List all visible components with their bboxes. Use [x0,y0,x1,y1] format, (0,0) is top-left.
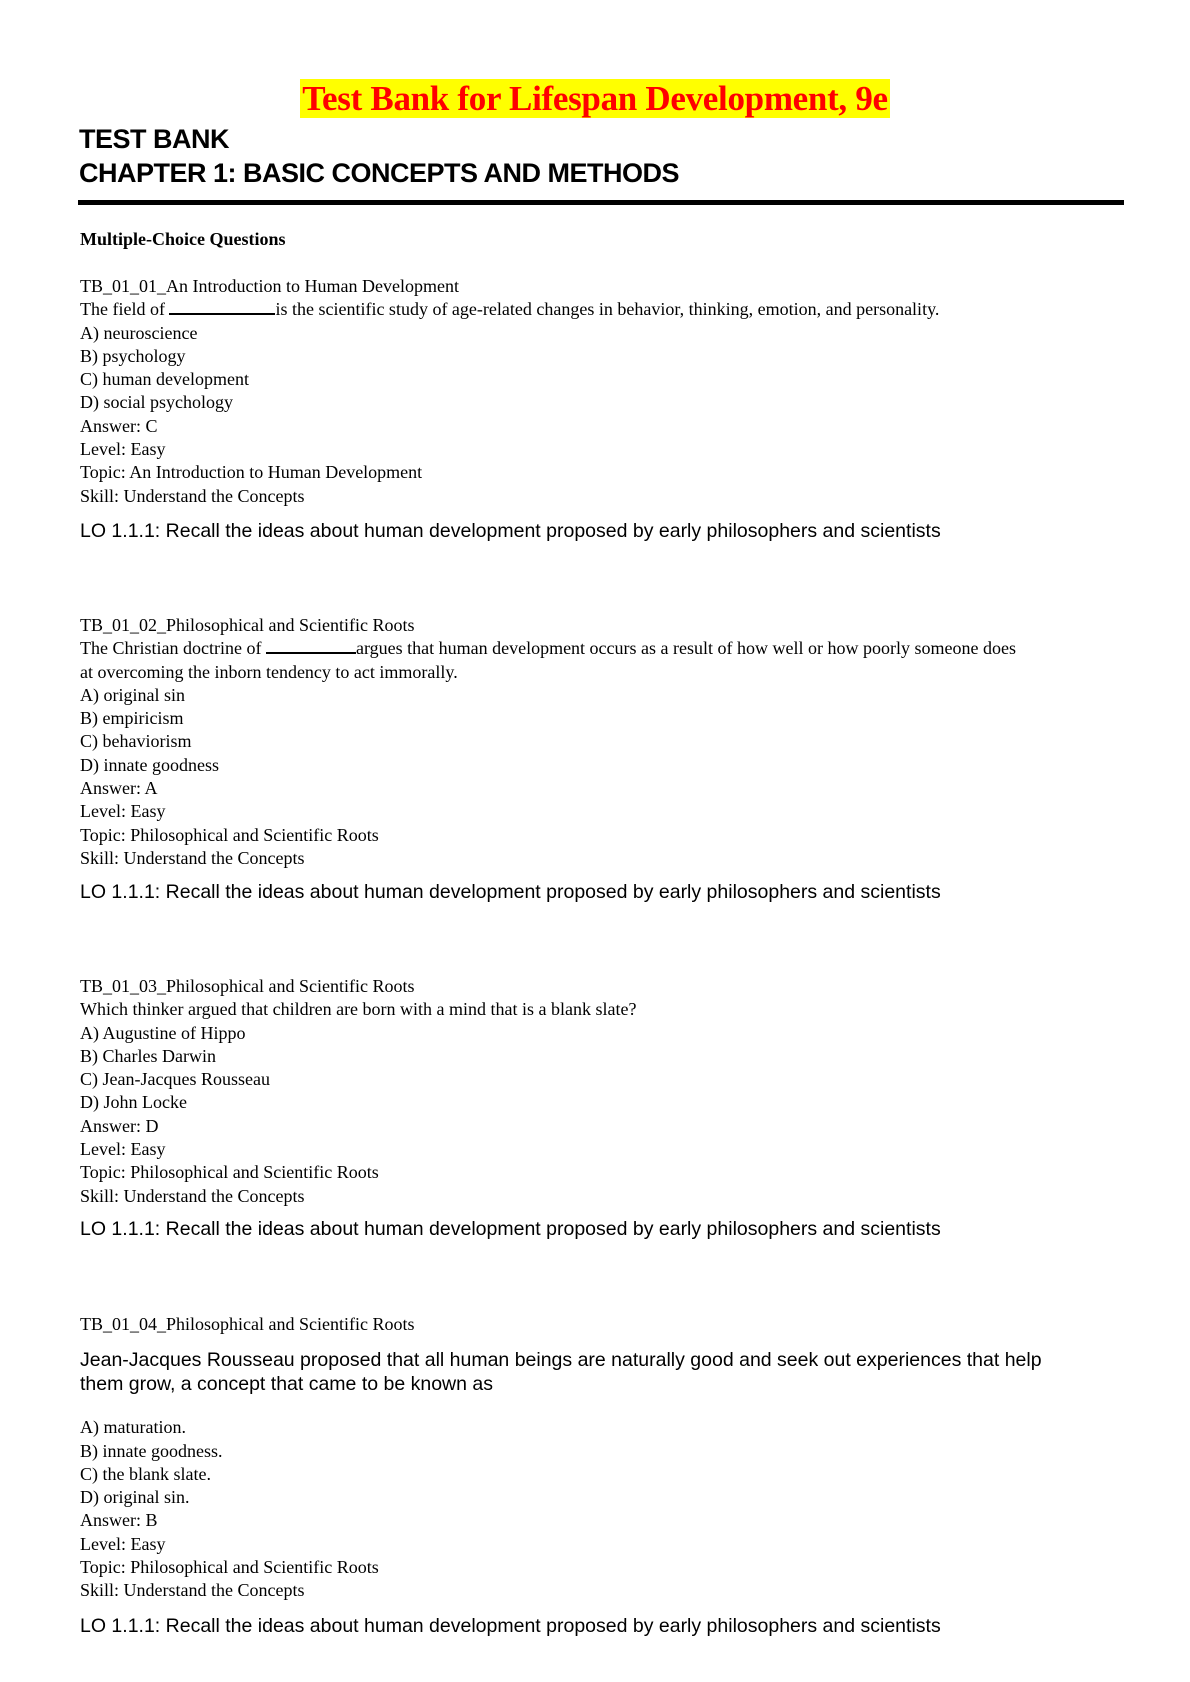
answer: Answer: C [80,415,158,436]
learning-objective: LO 1.1.1: Recall the ideas about human development proposed by early philosophers and scientists [80,1615,941,1637]
skill: Skill: Understand the Concepts [80,1580,305,1601]
level: Level: Easy [80,801,166,822]
blank [266,638,356,654]
option: B) empiricism [80,708,184,729]
option: A) maturation. [80,1417,186,1438]
option: D) innate goodness [80,754,219,775]
level: Level: Easy [80,1139,166,1160]
question-id: TB_01_04_Philosophical and Scientific Roots [80,1314,415,1334]
option: C) human development [80,369,249,390]
option: A) original sin [80,684,185,705]
level: Level: Easy [80,439,166,460]
option: D) John Locke [80,1092,187,1113]
option: C) the blank slate. [80,1463,211,1484]
learning-objective: LO 1.1.1: Recall the ideas about human development proposed by early philosophers and scientists [80,520,941,542]
question-2 [80,614,1120,870]
option: B) psychology [80,345,186,366]
question-stem: The field of is the scientific study of age-related changes in behavior, thinking, emotion, and personality. [80,299,940,320]
question-stem: Which thinker argued that children are born with a mind that is a blank slate? [80,999,637,1020]
answer: Answer: B [80,1510,158,1531]
option: C) Jean-Jacques Rousseau [80,1069,270,1090]
question-stem-continued: them grow, a concept that came to be known as [80,1373,493,1396]
option: A) neuroscience [80,322,198,343]
skill: Skill: Understand the Concepts [80,847,305,868]
question-stem: The Christian doctrine of argues that human development occurs as a result of how well or how poorly someone does [80,638,1016,659]
option: C) behaviorism [80,731,192,752]
option: B) innate goodness. [80,1440,223,1461]
question-id: TB_01_01_An Introduction to Human Development [80,276,459,296]
question-id: TB_01_03_Philosophical and Scientific Roots [80,976,415,996]
skill: Skill: Understand the Concepts [80,485,305,506]
level: Level: Easy [80,1533,166,1554]
learning-objective: LO 1.1.1: Recall the ideas about human development proposed by early philosophers and scientists [80,1218,941,1240]
question-stem: Jean-Jacques Rousseau proposed that all human beings are naturally good and seek out experiences that help [80,1349,1042,1372]
section-heading: Multiple-Choice Questions [80,229,286,249]
heading-test-bank: TEST BANK [79,124,229,154]
answer: Answer: D [80,1115,159,1136]
topic: Topic: Philosophical and Scientific Roots [80,1557,379,1578]
skill: Skill: Understand the Concepts [80,1185,305,1206]
topic: Topic: Philosophical and Scientific Roots [80,1162,379,1183]
question-stem-continued: at overcoming the inborn tendency to act immorally. [80,661,458,682]
answer: Answer: A [80,778,158,799]
topic: Topic: An Introduction to Human Development [80,462,423,483]
option: D) social psychology [80,392,233,413]
divider [78,200,1124,205]
question-4 [80,1313,1120,1603]
blank [169,299,275,315]
question-id: TB_01_02_Philosophical and Scientific Roots [80,615,415,635]
option: D) original sin. [80,1487,190,1508]
document-title: Test Bank for Lifespan Development, 9e [302,79,888,118]
option: A) Augustine of Hippo [80,1022,246,1043]
chapter-heading: CHAPTER 1: BASIC CONCEPTS AND METHODS [79,158,680,188]
learning-objective: LO 1.1.1: Recall the ideas about human development proposed by early philosophers and scientists [80,881,941,903]
question-1 [80,275,1120,508]
topic: Topic: Philosophical and Scientific Roots [80,824,379,845]
question-3 [80,975,1120,1208]
option: B) Charles Darwin [80,1045,216,1066]
